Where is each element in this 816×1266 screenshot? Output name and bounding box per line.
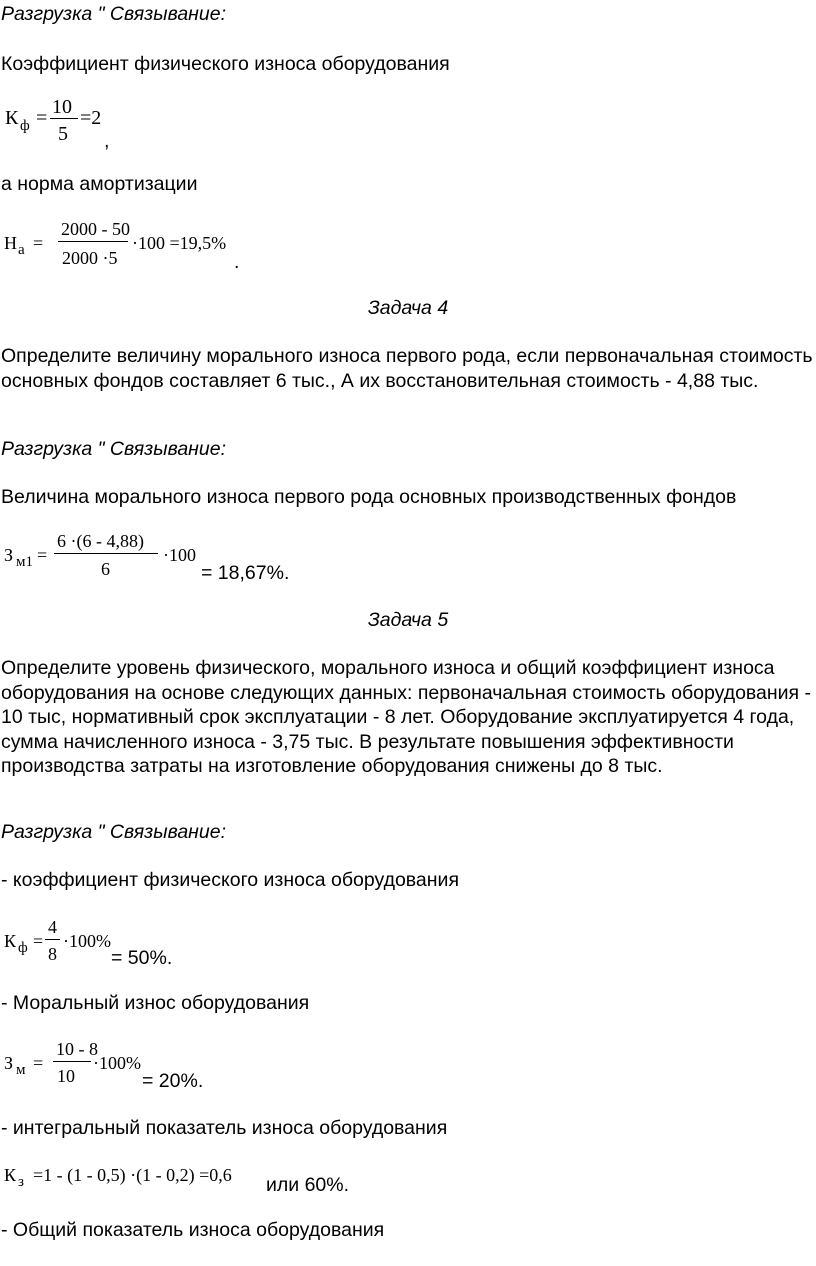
- formula-trailing: ,: [104, 130, 110, 152]
- formula-sub: м: [16, 1062, 26, 1078]
- formula-trailing: = 20%.: [142, 1070, 204, 1092]
- formula-sub: м1: [16, 554, 33, 570]
- formula-numerator: 10 - 8: [56, 1039, 98, 1059]
- formula-denominator: 10: [57, 1066, 75, 1086]
- task-5-title: Задача 5: [367, 609, 449, 631]
- formula-lhs: Н: [4, 233, 17, 253]
- task-5-text: Определите уровень физического, морального износа и общий коэффициент износа оборудования на основе следующих данных: первоначальная стоимость оборудования - 10 тыс, нормативный срок эксплуатации - 8 лет. Оборудование эксплуатируется 4 года, сумма начисленного износа - 3,75 тыс. В результате повышения эффективности производства затраты на изготовление оборудования снижены до 8 тыс.: [1, 657, 812, 777]
- formula-eq: =: [33, 1053, 44, 1073]
- fraction-bar: [53, 1061, 91, 1062]
- formula-sub: ф: [18, 940, 28, 956]
- formula-numerator: 4: [48, 917, 57, 937]
- formula-trailing: = 18,67%.: [201, 562, 290, 584]
- heading-razgruzka-2: Разгрузка " Связывание:: [1, 438, 227, 460]
- formula-rest: ·100%: [93, 1053, 141, 1073]
- formula-numerator: 6 ·(6 - 4,88): [57, 531, 144, 551]
- formula-trailing: = 50%.: [111, 947, 173, 969]
- task-4-text: Определите величину морального износа первого рода, если первоначальная стоимость основных фондов составляет 6 тыс., А их восстановительная стоимость - 4,88 тыс.: [1, 345, 813, 392]
- formula-trailing: или 60%.: [266, 1174, 350, 1196]
- formula-eq: =: [33, 233, 44, 253]
- fraction-bar: [58, 241, 128, 242]
- fraction-bar: [54, 553, 158, 554]
- formula-lhs: З: [4, 1053, 14, 1073]
- item-kf: - коэффициент физического износа оборудования: [1, 869, 460, 891]
- formula-numerator: 2000 - 50: [61, 219, 130, 239]
- formula-lhs: К: [4, 931, 17, 951]
- formula-rest: ·100%: [63, 931, 111, 951]
- formula-denominator: 6: [101, 559, 110, 579]
- formula-rest: ·100: [163, 545, 196, 565]
- formula-denominator: 2000 ·5: [62, 248, 118, 268]
- formula-sub: з: [18, 1174, 24, 1190]
- formula-denominator: 5: [58, 123, 68, 145]
- formula-rest: ·100 =19,5%: [132, 233, 227, 253]
- formula-trailing: .: [234, 251, 240, 273]
- formula-eq: =: [37, 545, 48, 565]
- formula-lhs: З: [4, 545, 14, 565]
- item-total: - Общий показатель износа оборудования: [1, 1219, 385, 1241]
- item-moral: - Моральный износ оборудования: [1, 992, 310, 1014]
- text-norma-amort: а норма амортизации: [1, 173, 198, 195]
- formula-sub: ф: [20, 118, 30, 134]
- fraction-bar: [45, 939, 60, 940]
- formula-lhs: К: [4, 1165, 17, 1185]
- formula-eq: =: [33, 931, 44, 951]
- formula-eq: =: [36, 107, 48, 129]
- formula-denominator: 8: [48, 944, 57, 964]
- formula-numerator: 10: [52, 96, 72, 118]
- formula-sub: а: [18, 242, 25, 258]
- text-kf-label: Коэффициент физического износа оборудования: [1, 53, 450, 75]
- formula-expr: =1 - (1 - 0,5) ·(1 - 0,2) =0,6: [33, 1165, 232, 1185]
- formula-lhs: К: [5, 107, 19, 129]
- formula-result: =2: [80, 107, 102, 129]
- item-integral: - интегральный показатель износа оборудования: [1, 1117, 448, 1139]
- heading-razgruzka-3: Разгрузка " Связывание:: [1, 821, 227, 843]
- text-moral-first: Величина морального износа первого рода основных производственных фондов: [1, 486, 737, 508]
- task-4-title: Задача 4: [367, 297, 449, 319]
- fraction-bar: [50, 118, 78, 119]
- heading-razgruzka-1: Разгрузка " Связывание:: [1, 3, 227, 25]
